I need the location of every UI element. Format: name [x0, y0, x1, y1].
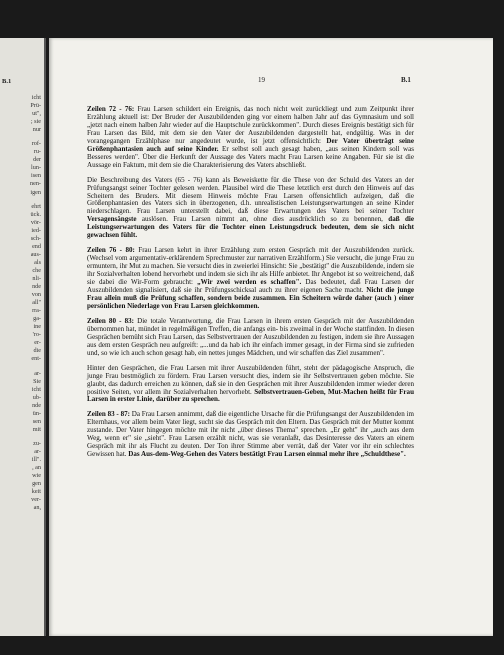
document-page	[49, 38, 493, 636]
previous-page-fragment: ver-	[31, 496, 41, 504]
previous-page-fragment: ün-	[32, 409, 41, 417]
previous-page-fragment: ga-	[33, 315, 41, 323]
previous-page-fragment: ru-	[33, 148, 41, 156]
previous-page-fragment: ied-	[31, 226, 41, 234]
bold-text-run: daß die Leistungserwartungen des Vaters für die Tochter einen Leistungsdruck bedeuten, dem sie sich nicht gewachsen fühlt.	[87, 215, 414, 240]
previous-page-fragment: ent-	[31, 355, 41, 363]
previous-page-section: B.1	[2, 78, 12, 85]
previous-page-fragment: ub-	[32, 393, 41, 401]
previous-page-fragment: zu-	[33, 439, 41, 447]
page-header	[49, 76, 493, 88]
bold-text-run: Zeilen 72 - 76:	[87, 105, 135, 113]
text-run: Das bedeutet, daß Frau Larsen der Auszubildenden signalisiert, daß sie ihr Prüfungsschicksal auch zu ihrer eigenen Sache macht.	[87, 278, 414, 295]
text-run: Frau Larsen kehrt in ihrer Erzählung zum ersten Gespräch mit der Auszubildenden zurück. (Wechsel vom argumentativ-erklärendem Sprechmuster zur narrativen Erzählform.) Sie versucht, die junge Frau zu ermuntern, ihr Mut zu machen. Sie versucht dies in zweierlei Hinsicht: Sie „bestätigt" die Auszubildende, indem sie ihr Sozialverhalten lobend hervorhebt und indem sie sich ihr als Hilfe anbietet. Ihr Angebot ist so weitreichend, daß sie dabei die Wir-Form gebraucht:	[87, 246, 414, 287]
text-run: Frau Larsen schildert ein Ereignis, das noch nicht weit zurückliegt und zum Zeitpunkt ihrer Erzählung aktuell ist: Der Bruder der Auszubildenden ging vor einem halben Jahr auf das Gymnasium und soll „jetzt nach einem halben Jahr wieder auf die Hauptschule zurückkommen". Durch dieses Ereignis bestätigt sich für Frau Larsen das Bild, mit dem sie den Vater der Auszubildenden dargestellt hat, endgültig. Was in der vorangegangen Erzählphase nur angedeutet wurde, ist jetzt offensichtlich:	[87, 105, 414, 145]
previous-page-fragment: Prü-	[30, 102, 41, 110]
text-run: Da Frau Larsen annimmt, daß die eigentliche Ursache für die Prüfungsangst der Auszubildenden im Elternhaus, vor allem beim Vater liegt, sucht sie das Gespräch mit den Eltern. Das Gespräch mit der Mutter kommt zustande. Der Vater hingegen möchte mit ihr nicht „über dieses Thema" sprechen. „Er geht" ihr „auch aus dem Weg, wenn er" sie „sieht". Frau Larsen erzählt nicht, was sie veranlaßt, das Desinteresse des Vaters an einem Gespräch mit ihr als Flucht zu deuten. Der Ton ihrer Stimme aber verrät, daß der Vater vor ihr ein schlechtes Gewissen hat.	[87, 410, 414, 459]
previous-page-fragment: ück.	[30, 210, 41, 218]
previous-page-fragment: ine	[33, 323, 41, 331]
previous-page-fragment: rof-	[31, 140, 41, 148]
bold-text-run: Das Aus-dem-Weg-Gehen des Vaters bestätigt Frau Larsen einmal mehr ihre „Schuldthese".	[128, 450, 406, 459]
previous-page-text-fragments	[3, 94, 41, 512]
previous-page-fragment: Sie	[33, 377, 41, 385]
previous-page-fragment: nde	[32, 401, 41, 409]
previous-page-fragment: rra-	[32, 307, 41, 315]
previous-page-fragment: keit	[31, 488, 41, 496]
previous-page-fragment: isen	[31, 172, 41, 180]
paragraph	[87, 318, 414, 358]
previous-page-fragment: ehrt	[31, 202, 41, 210]
paragraph	[87, 177, 414, 241]
previous-page-fragment: wie	[32, 472, 41, 480]
bold-text-run: „Wir zwei werden es schaffen".	[197, 278, 302, 287]
previous-page-fragment: lun-	[31, 164, 41, 172]
text-run: Die Beschreibung des Vaters (65 - 76) kann als Beweiskette für die These von der Schuld des Vaters an der Prüfungsangst seiner Tochter gelesen werden. Plausibel wird die These letztlich erst durch den Hinweis auf das Scheitern des Bruders. Mit diesem Hinweis möchte Frau Larsen offensichtlich aufzeigen, daß die Größenphantasien des Vaters sich in überzogenen, d.h. unrealistischen Leistungserwartungen an seine Kinder niederschlagen. Frau Larsen unterstellt dabei, daß diese Erwartungen des Vaters bei seiner Tochter	[87, 175, 414, 216]
previous-page-fragment: ill".	[31, 455, 41, 463]
previous-page-fragment: er-	[34, 339, 41, 347]
text-run: Die totale Verantwortung, die Frau Larsen in ihrem ersten Gespräch mit der Auszubildenden übernommen hat, mündet in regelmäßigen Treffen, die anfangs ein- bis zweimal in der Woche stattfinden. In diesen Gesprächen bemüht sich Frau Larsen, das Selbstvertrauen der Auszubildenden zu festigen, indem sie ihre Aussagen aus dem ersten Gespräch neu aufgreift: „...und da hab ich ihr einfach immer gesagt, in der Firma sind sie zufrieden und, so wie ich auch schon gesagt hab, ein nettes junges Mädchen, und wir schaffen das Ziel zusammen".	[87, 316, 414, 357]
previous-page-fragment: ar-	[34, 369, 41, 377]
previous-page-fragment: als	[34, 258, 41, 266]
previous-page-fragment: icht	[31, 94, 41, 101]
paragraph	[87, 247, 414, 311]
previous-page-fragment: nde	[32, 283, 41, 291]
previous-page-fragment: von	[31, 291, 41, 299]
text-run: auslösen. Frau Larsen nimmt an, ohne dies ausdrücklich so zu benennen,	[136, 215, 389, 224]
previous-page-fragment: sen	[32, 417, 41, 425]
previous-page-fragment: nli-	[32, 274, 41, 282]
paragraph	[87, 365, 414, 405]
bold-text-run: Zeilen 80 - 83:	[87, 316, 134, 325]
previous-page-fragment: nen-	[30, 180, 41, 188]
text-run: Er selbst soll auch gesagt haben, „aus seinen Kindern soll was Besseres werden". Über die Herkunft der Aussage des Vaters macht Frau Larsen keine Angaben. Für sie ist die Aussage ein Faktum, mit dem sie die Charakterisierung des Vaters abschließt.	[87, 144, 414, 169]
previous-page-fragment: mit	[32, 425, 41, 433]
bold-text-run: Der Vater überträgt seine Größenphantasien auch auf seine Kinder.	[87, 136, 414, 153]
previous-page-fragment: ; sie	[30, 118, 41, 126]
bold-text-run: Selbstvertrauen-Geben, Mut-Machen heißt für Frau Larsen in erster Linie, darüber zu sprechen.	[87, 387, 414, 404]
previous-page-fragment: nur	[32, 126, 41, 134]
previous-page-fragment: che	[32, 266, 41, 274]
body-text	[87, 106, 414, 466]
paragraph	[87, 411, 414, 459]
previous-page-fragment: sch-	[30, 234, 41, 242]
previous-page-fragment: gen	[32, 480, 41, 488]
previous-page-fragment: die	[33, 347, 41, 355]
previous-page-fragment: 'ro-	[32, 331, 41, 339]
text-run: Hinter den Gesprächen, die Frau Larsen mit ihrer Auszubildenden führt, steht der pädagogische Anspruch, die junge Frau bestmöglich zu fördern. Frau Larsen versucht dies, indem sie ihr Selbstvertrauen geben möchte. Sie glaubt, das dadurch erreichen zu können, daß sie in den Gesprächen mit ihrer Auszubildenden immer wieder deren positive Seiten, vor allem ihr Sozialverhalten hervorhebt.	[87, 363, 414, 396]
previous-page-fragment: der	[33, 156, 41, 164]
section-marker: B.1	[401, 76, 411, 84]
previous-page-fragment: an,	[33, 504, 41, 512]
bold-text-run: Zeilen 76 - 80:	[87, 246, 135, 255]
previous-page-fragment: vör-	[30, 218, 41, 226]
previous-page-fragment: all"	[32, 299, 41, 307]
bold-text-run: Versagensängste	[87, 215, 137, 224]
bold-text-run: Nicht die junge Frau allein muß die Prüfung schaffen, sondern beide zusammen. Ein Scheitern würde daher (auch ) einer persönlichen Niederlage von Frau Larsen gleichkommen.	[87, 286, 414, 310]
page-number: 19	[258, 76, 265, 84]
previous-page-fragment: icht	[31, 385, 41, 393]
previous-page-fragment: aus-	[30, 250, 41, 258]
bold-text-run: Zeilen 83 - 87:	[87, 410, 130, 419]
previous-page-fragment: igen	[30, 188, 41, 196]
paragraph	[87, 106, 414, 170]
previous-page-fragment: end	[32, 242, 41, 250]
previous-page-fragment: , an	[32, 464, 41, 472]
previous-page-fragment: ut",	[32, 110, 41, 118]
previous-page-fragment: ar-	[34, 447, 41, 455]
previous-page-edge	[0, 38, 46, 636]
